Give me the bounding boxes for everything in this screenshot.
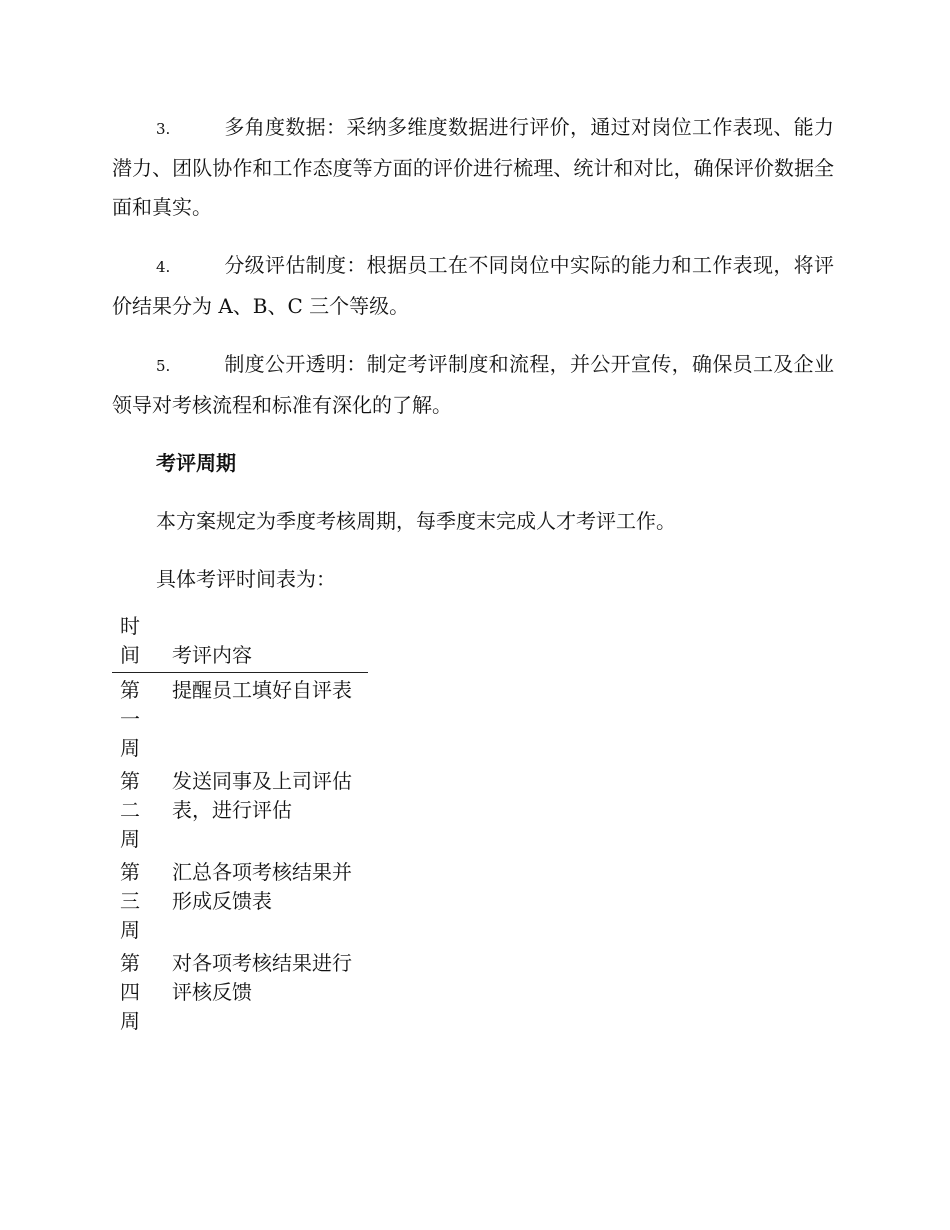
- table-row: [112, 764, 368, 855]
- list-item-number: 5.: [156, 357, 171, 375]
- table-cell-content: 发送同事及上司评估表，进行评估: [172, 769, 352, 822]
- table-row: [112, 673, 368, 765]
- table-row: [112, 946, 368, 1037]
- table-cell-content: 对各项考核结果进行评核反馈: [172, 951, 352, 1004]
- table-cell-time: 第二周: [120, 769, 140, 851]
- list-item-text: 分级评估制度：根据员工在不同岗位中实际的能力和工作表现，将评价结果分为 A、B、C 三个等级。: [112, 253, 834, 318]
- table-cell-time: 第三周: [120, 860, 140, 942]
- table-header-content: 考评内容: [172, 612, 368, 673]
- table-header-row: [112, 612, 368, 673]
- body-paragraph: 具体考评时间表为：: [156, 567, 336, 591]
- list-item-number: 4.: [156, 258, 171, 276]
- body-paragraph: 本方案规定为季度考核周期，每季度末完成人才考评工作。: [156, 509, 676, 533]
- table-row: [112, 855, 368, 946]
- document-body: [112, 108, 834, 618]
- list-item: [112, 345, 834, 425]
- list-item: [112, 108, 834, 227]
- table-cell-content: 提醒员工填好自评表: [172, 678, 352, 702]
- table-cell-time: 第四周: [120, 951, 140, 1033]
- list-item: [112, 246, 834, 326]
- list-item-text: 制度公开透明：制定考评制度和流程，并公开宣传，确保员工及企业领导对考核流程和标准有深化的了解。: [112, 352, 834, 417]
- table-cell-time: 第一周: [120, 678, 140, 760]
- table-cell-content: 汇总各项考核结果并形成反馈表: [172, 860, 352, 913]
- section-heading: 考评周期: [156, 451, 236, 475]
- schedule-table: [112, 612, 368, 1037]
- list-item-number: 3.: [156, 120, 171, 138]
- list-item-text: 多角度数据：采纳多维度数据进行评价，通过对岗位工作表现、能力潜力、团队协作和工作态度等方面的评价进行梳理、统计和对比，确保评价数据全面和真实。: [112, 115, 834, 219]
- table-header-time: 时间: [112, 612, 172, 673]
